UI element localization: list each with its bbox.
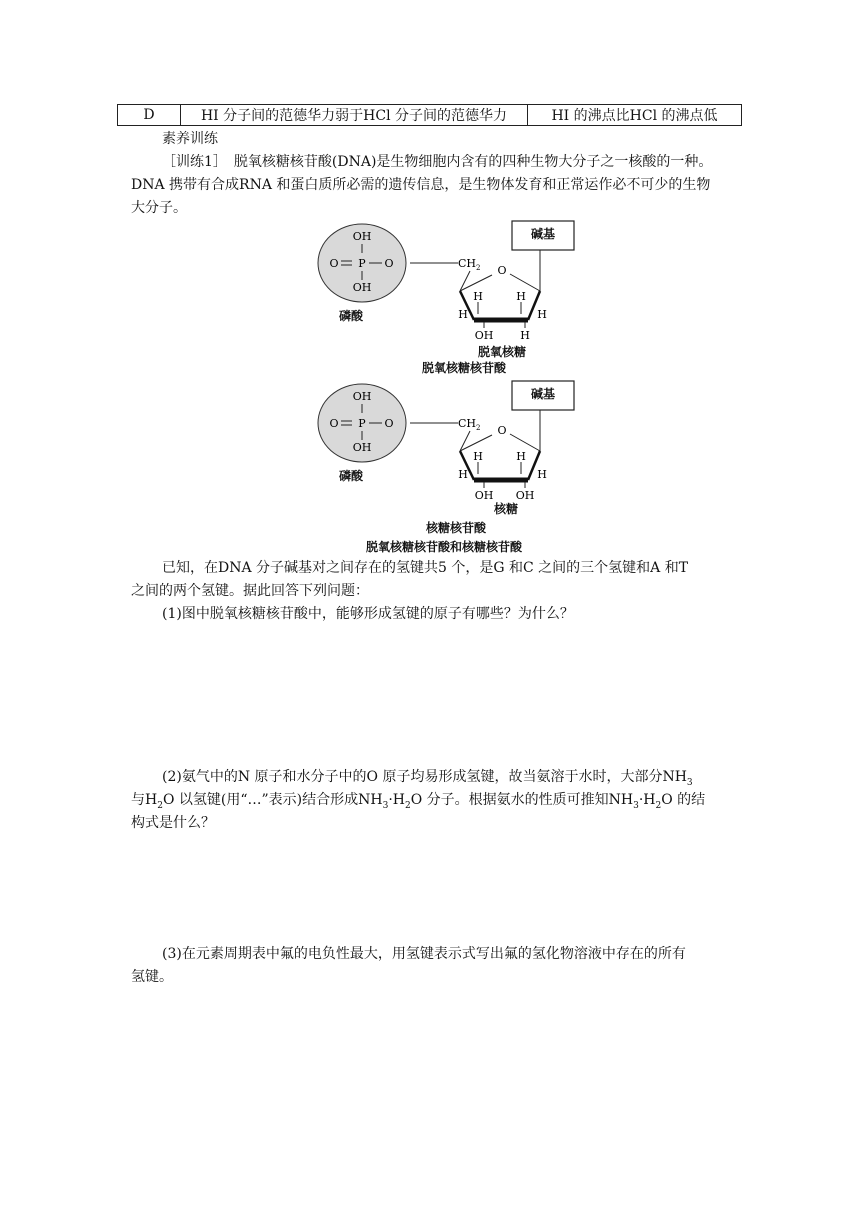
phosphate-label: 磷酸 [338, 469, 363, 483]
answer-table [117, 104, 742, 126]
atom-o-right: O [384, 417, 394, 430]
figure-caption: 脱氧核糖核苷酸和核糖核苷酸 [365, 540, 522, 554]
table-cell-reason: HI 分子间的范德华力弱于HCl 分子间的范德华力 [181, 105, 528, 126]
atom-h: H [473, 290, 483, 303]
atom-oh-top: OH [352, 230, 372, 243]
atom-h: H [516, 450, 526, 463]
known-text-line1: 已知，在DNA 分子碱基对之间存在的氢键共5 个，是G 和C 之间的三个氢键和A 和T [162, 560, 689, 576]
atom-oh: OH [515, 489, 535, 502]
section-heading: 素养训练 [162, 131, 218, 147]
training-text-line3: 大分子。 [131, 200, 187, 216]
training-text-line1: ［训练1］ 脱氧核糖核苷酸(DNA)是生物细胞内含有的四种生物大分子之一核酸的一种。 [162, 154, 713, 170]
atom-oh: OH [474, 489, 494, 502]
table-cell-conclusion: HI 的沸点比HCl 的沸点低 [528, 105, 742, 126]
atom-o-left: O [329, 417, 339, 430]
question-3-line1: (3)在元素周期表中氟的电负性最大，用氢键表示式写出氟的氢化物溶液中存在的所有 [162, 946, 686, 962]
atom-h: H [516, 290, 526, 303]
question-2-line2: 与$H_2O$ 以氢键(用“…”表示)结合形成$NH_3\cdot H_2O$ 分子。根据氨水的性质可推知$NH_3\cdot H_2O$ 的结 [131, 792, 706, 811]
atom-o-right: O [384, 257, 394, 270]
base-label: 碱基 [530, 227, 555, 241]
known-text-line2: 之间的两个氢键。据此回答下列问题： [131, 583, 369, 599]
atom-ch2: $CH_2$ [458, 257, 481, 272]
atom-p: P [358, 417, 366, 430]
atom-h: H [458, 468, 468, 481]
ribonucleotide-caption: 核糖核苷酸 [425, 521, 486, 535]
table-row [118, 105, 742, 126]
atom-oh-bottom: OH [352, 441, 372, 454]
base-label: 碱基 [530, 387, 555, 401]
training-text-line2: DNA 携带有合成RNA 和蛋白质所必需的遗传信息，是生物体发育和正常运作必不可少的生物 [131, 177, 711, 193]
question-1: (1)图中脱氧核糖核苷酸中，能够形成氢键的原子有哪些？为什么？ [162, 606, 574, 622]
atom-oh-bottom: OH [352, 281, 372, 294]
atom-ring-o: O [497, 424, 507, 437]
atom-h: H [537, 308, 547, 321]
atom-h: H [520, 329, 530, 342]
atom-h: H [473, 450, 483, 463]
atom-o-left: O [329, 257, 339, 270]
atom-h: H [458, 308, 468, 321]
atom-oh-top: OH [352, 390, 372, 403]
question-3-line2: 氢键。 [131, 969, 173, 985]
deoxyribonucleotide-caption: 脱氧核糖核苷酸 [421, 361, 506, 375]
phosphate-label: 磷酸 [338, 309, 363, 323]
deoxyribose-label: 脱氧核糖 [477, 345, 526, 359]
question-2-line3: 构式是什么？ [131, 815, 215, 831]
atom-oh: OH [474, 329, 494, 342]
question-2-line1: (2)氨气中的N 原子和水分子中的O 原子均易形成氢键，故当氨溶于水时，大部分$NH_3$ [162, 769, 693, 788]
atom-ring-o: O [497, 264, 507, 277]
ribose-label: 核糖 [493, 502, 518, 516]
atom-ch2: $CH_2$ [458, 417, 481, 432]
table-cell-option: D [118, 105, 181, 126]
atom-p: P [358, 257, 366, 270]
atom-h: H [537, 468, 547, 481]
